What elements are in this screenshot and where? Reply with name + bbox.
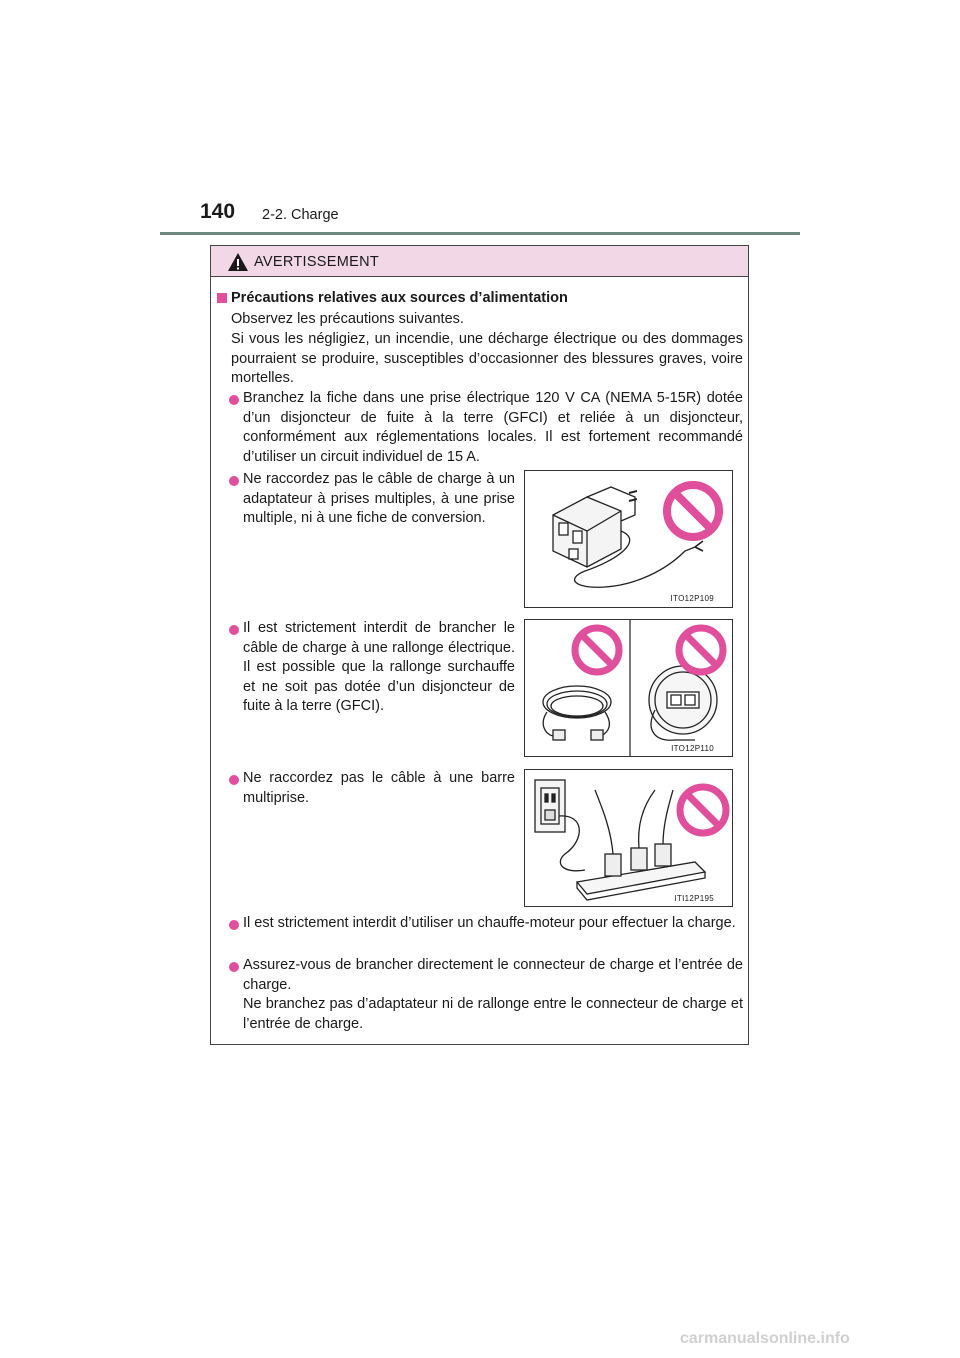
warning-heading: Précautions relatives aux sources d’alimentation (231, 290, 568, 306)
warning-heading-row (213, 289, 743, 309)
watermark: carmanualsonline.info (680, 1330, 850, 1347)
header-rule (160, 232, 800, 235)
bullet-2-text: Ne raccordez pas le câble de charge à un adaptateur à prises multiples, à une prise multiple, ni à une fiche de conversion. (243, 471, 515, 526)
bullet-6-text: Assurez-vous de brancher directement le connecteur de charge et l’entrée de charge. (243, 957, 743, 993)
square-bullet-icon (217, 293, 227, 303)
figure-code: ITO12P110 (671, 744, 714, 753)
section-title: 2-2. Charge (262, 207, 339, 223)
multi-plug-adapter-illustration (525, 471, 732, 591)
bullet-dot-icon (229, 775, 239, 785)
intro-text: Observez les précautions suivantes. (231, 311, 464, 327)
prohibition-icon (680, 787, 726, 833)
bullet-dot-icon (229, 920, 239, 930)
bullet-3-text: Il est strictement interdit de brancher le câble de charge à une rallonge électrique. Il est possible que la rallonge surchauffe et ne soit pas dotée d’un disjoncteur de fuite à la terre (GFCI). (243, 620, 515, 714)
figure-multi-plug-adapter (524, 470, 733, 608)
bullet-6-text-2: Ne branchez pas d’adaptateur ni de rallonge entre le connecteur de charge et l’entrée de charge. (243, 996, 743, 1032)
warning-box (210, 245, 749, 1045)
page-number: 140 (200, 200, 236, 223)
warning-header (211, 246, 748, 277)
prohibition-icon (667, 485, 719, 537)
figure-power-strip (524, 769, 733, 907)
warning-triangle-icon (227, 252, 249, 272)
figure-extension-cord (524, 619, 733, 757)
bullet-dot-icon (229, 625, 239, 635)
figure-code: ITO12P109 (670, 594, 714, 603)
power-strip-illustration (525, 770, 732, 906)
bullet-5-text: Il est strictement interdit d’utiliser un chauffe-moteur pour effectuer la charge. (243, 915, 736, 931)
extension-cord-illustration (525, 620, 732, 756)
prohibition-icon (679, 628, 723, 672)
bullet-1-text: Branchez la fiche dans une prise électrique 120 V CA (NEMA 5-15R) dotée d’un disjoncteur de fuite à la terre (GFCI) et reliée à un disjoncteur, conformément aux réglementations locales. Il est fortement recommandé d’utiliser un circuit individuel de 15 A. (243, 390, 743, 465)
bullet-dot-icon (229, 395, 239, 405)
figure-code: ITI12P195 (674, 894, 714, 903)
bullet-dot-icon (229, 476, 239, 486)
intro-text-2: Si vous les négligiez, un incendie, une décharge électrique ou des dommages pourraient se produire, susceptibles d’occasionner des blessures graves, voire mortelles. (231, 331, 743, 386)
bullet-dot-icon (229, 962, 239, 972)
prohibition-icon (575, 628, 619, 672)
warning-label: AVERTISSEMENT (254, 254, 380, 270)
bullet-4-text: Ne raccordez pas le câble à une barre multiprise. (243, 770, 515, 806)
